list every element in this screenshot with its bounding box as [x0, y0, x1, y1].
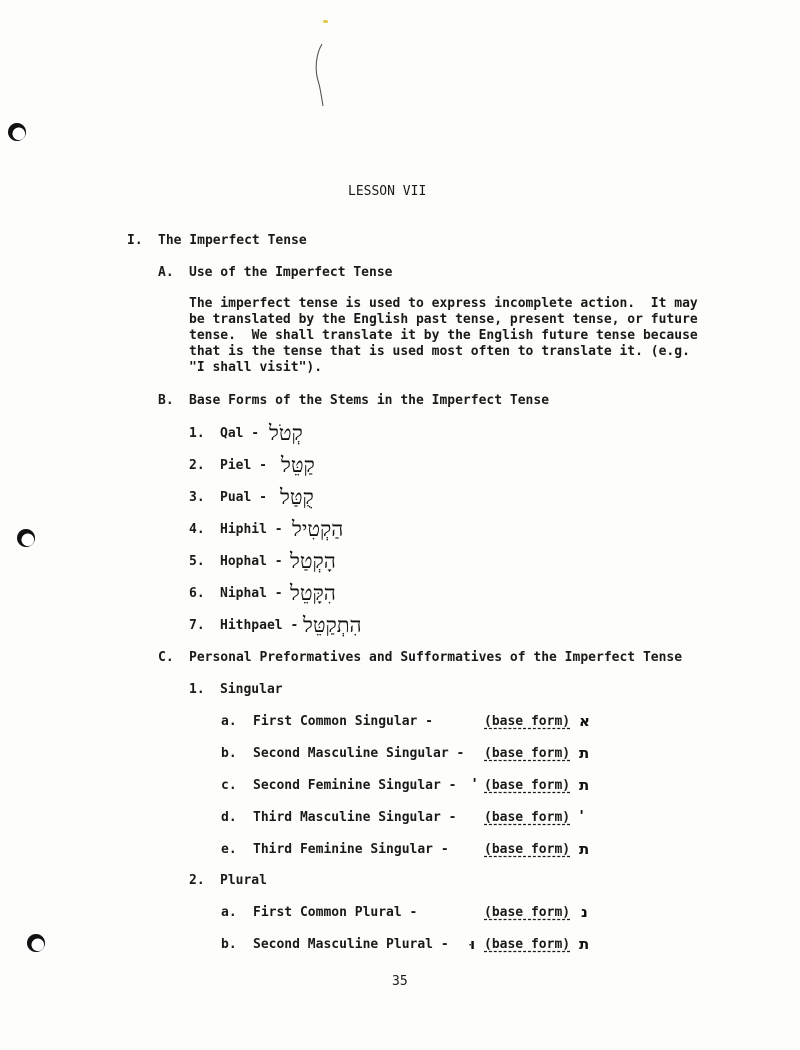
form-letter: d. — [221, 810, 237, 825]
stem-hebrew-form: הִתְקַטֵּל — [303, 613, 362, 637]
stem-number: 6. — [189, 586, 205, 601]
page-number: 35 — [392, 974, 408, 989]
preformative: א — [579, 712, 590, 730]
stem-number: 1. — [189, 426, 205, 441]
base-form: (base form) — [484, 714, 571, 729]
stem-label: Hiphil - — [220, 522, 283, 537]
form-label: Second Masculine Plural - — [253, 937, 449, 952]
stem-label: Hithpael - — [220, 618, 299, 633]
base-form: (base form) — [484, 905, 571, 920]
punch-hole-bottom — [27, 934, 45, 952]
preformative: נ — [581, 903, 588, 921]
stem-number: 7. — [189, 618, 205, 633]
stem-hebrew-form: קַטֵּל — [281, 453, 315, 477]
form-letter: b. — [221, 746, 237, 761]
stem-number: 2. — [189, 458, 205, 473]
stem-hebrew-form: הָקְטַל — [290, 549, 336, 573]
base-form: (base form) — [484, 842, 571, 857]
punch-hole-top — [8, 123, 26, 141]
form-letter: a. — [221, 714, 237, 729]
section-i-number: I. — [127, 233, 143, 248]
form-letter: e. — [221, 842, 237, 857]
page-title: LESSON VII — [348, 184, 427, 199]
plural-heading: Plural — [220, 873, 267, 888]
form-label: Third Feminine Singular - — [253, 842, 449, 857]
stem-hebrew-form: הַקְטִיל — [292, 517, 344, 541]
stem-number: 5. — [189, 554, 205, 569]
form-label: Third Masculine Singular - — [253, 810, 457, 825]
form-label: Second Masculine Singular - — [253, 746, 465, 761]
form-label: Second Feminine Singular - — [253, 778, 457, 793]
section-c-heading: Personal Preformatives and Sufformatives of the Imperfect Tense — [189, 650, 683, 665]
stem-label: Hophal - — [220, 554, 283, 569]
singular-heading: Singular — [220, 682, 283, 697]
stem-label: Qal - — [220, 426, 260, 441]
base-form: (base form) — [484, 937, 571, 952]
paragraph-line: that is the tense that is used most often to translate it. (e.g. — [189, 344, 690, 359]
section-a-heading: Use of the Imperfect Tense — [189, 265, 393, 280]
pencil-mark — [310, 40, 330, 110]
preformative: ת — [579, 744, 590, 762]
form-label: First Common Singular - — [253, 714, 434, 729]
base-form: (base form) — [484, 778, 571, 793]
preformative: י — [580, 806, 584, 819]
sufformative: וּ — [470, 935, 476, 953]
base-form: (base form) — [484, 810, 571, 825]
yellow-speck — [323, 20, 328, 23]
base-form: (base form) — [484, 746, 571, 761]
stem-number: 3. — [189, 490, 205, 505]
form-letter: c. — [221, 778, 237, 793]
section-a-letter: A. — [158, 265, 174, 280]
section-i-heading: The Imperfect Tense — [158, 233, 307, 248]
preformative: ת — [579, 935, 590, 953]
section-b-letter: B. — [158, 393, 174, 408]
singular-number: 1. — [189, 682, 205, 697]
stem-hebrew-form: הִקָּטֵל — [290, 581, 336, 605]
stem-label: Niphal - — [220, 586, 283, 601]
stem-hebrew-form: קֻטַּל — [280, 485, 314, 509]
paragraph-line: "I shall visit"). — [189, 360, 323, 375]
form-label: First Common Plural - — [253, 905, 418, 920]
stem-label: Pual - — [220, 490, 267, 505]
form-letter: b. — [221, 937, 237, 952]
stem-label: Piel - — [220, 458, 267, 473]
section-b-heading: Base Forms of the Stems in the Imperfect Tense — [189, 393, 550, 408]
sufformative: י — [473, 774, 477, 787]
stem-hebrew-form: קְטֹל — [269, 421, 303, 445]
paragraph-line: The imperfect tense is used to express incomplete action. It may — [189, 296, 698, 311]
stem-number: 4. — [189, 522, 205, 537]
paragraph-line: be translated by the English past tense, present tense, or future — [189, 312, 698, 327]
preformative: ת — [579, 840, 590, 858]
preformative: ת — [579, 776, 590, 794]
punch-hole-middle — [17, 529, 35, 547]
form-letter: a. — [221, 905, 237, 920]
plural-number: 2. — [189, 873, 205, 888]
paragraph-line: tense. We shall translate it by the English future tense because — [189, 328, 698, 343]
section-c-letter: C. — [158, 650, 174, 665]
